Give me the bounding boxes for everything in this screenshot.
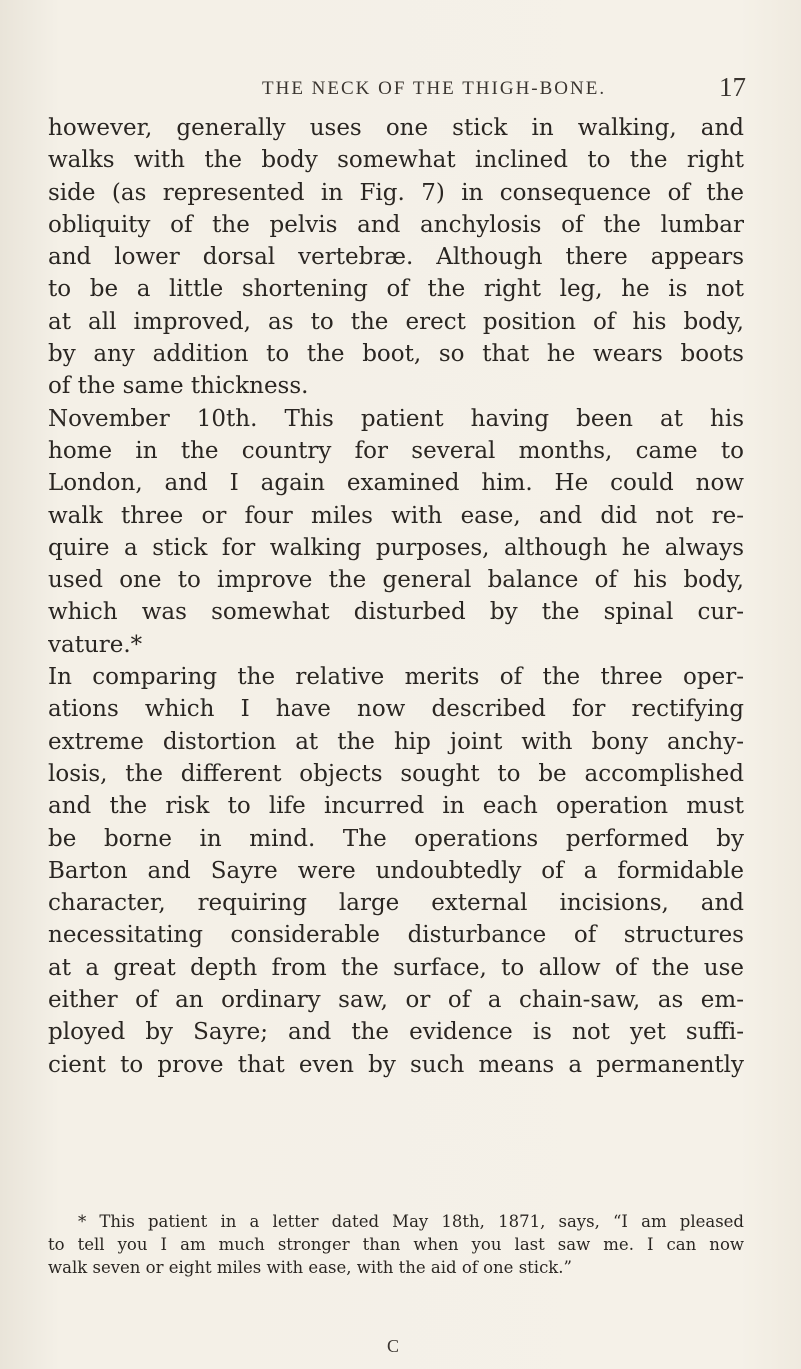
text-line: to be a little shortening of the right leg, he is not [48,276,744,303]
text-line: ations which I have now described for rectifying [48,696,744,723]
text-line: November 10th. This patient having been at his [48,405,744,432]
text-line: quire a stick for walking purposes, although he always [48,534,744,561]
text-line: of the same thickness. [48,373,309,400]
text-line: losis, the different objects sought to be accomplished [48,760,744,787]
text-line: at a great depth from the surface, to allow of the use [48,954,744,981]
footnote-line: walk seven or eight miles with ease, with the aid of one stick.” [48,1258,572,1277]
page-number: 17 [719,72,746,102]
signature-mark: C [387,1336,400,1356]
footnote [48,1210,744,1279]
text-line: used one to improve the general balance of his body, [48,567,744,594]
text-line: obliquity of the pelvis and anchylosis of the lumbar [48,211,744,238]
running-head-title: THE NECK OF THE THIGH-BONE. [262,78,607,99]
body-text [48,112,744,1081]
text-line: necessitating considerable disturbance of structures [48,922,744,949]
text-line: at all improved, as to the erect position of his body, [48,308,744,335]
text-line: which was somewhat disturbed by the spinal cur- [48,599,744,626]
text-line: be borne in mind. The operations performed by [48,825,744,852]
text-line: extreme distortion at the hip joint with bony anchy- [48,728,744,755]
footnote-line: to tell you I am much stronger than when you last saw me. I can now [48,1235,744,1254]
text-line: In comparing the relative merits of the three oper- [48,664,744,691]
running-head [0,66,801,102]
footnote-line: * This patient in a letter dated May 18th, 1871, says, “I am pleased [78,1212,744,1231]
text-line: walks with the body somewhat inclined to the right [48,147,744,174]
text-line: however, generally uses one stick in walking, and [48,115,744,141]
text-line: character, requiring large external incisions, and [48,890,744,917]
text-line: ployed by Sayre; and the evidence is not yet suffi- [48,1019,744,1046]
text-line: and the risk to life incurred in each operation must [48,793,744,820]
text-line: walk three or four miles with ease, and did not re- [48,502,744,529]
text-line: cient to prove that even by such means a permanently [48,1051,744,1078]
text-line: by any addition to the boot, so that he wears boots [48,341,744,368]
text-line: either of an ordinary saw, or of a chain-saw, as em- [48,987,744,1014]
text-line: Barton and Sayre were undoubtedly of a formidable [48,857,744,884]
text-line: London, and I again examined him. He could now [48,470,744,497]
text-line: and lower dorsal vertebræ. Although there appears [48,244,744,271]
text-line: home in the country for several months, came to [48,437,744,464]
text-line: side (as represented in Fig. 7) in consequence of the [48,179,744,206]
text-line: vature.* [48,631,143,658]
